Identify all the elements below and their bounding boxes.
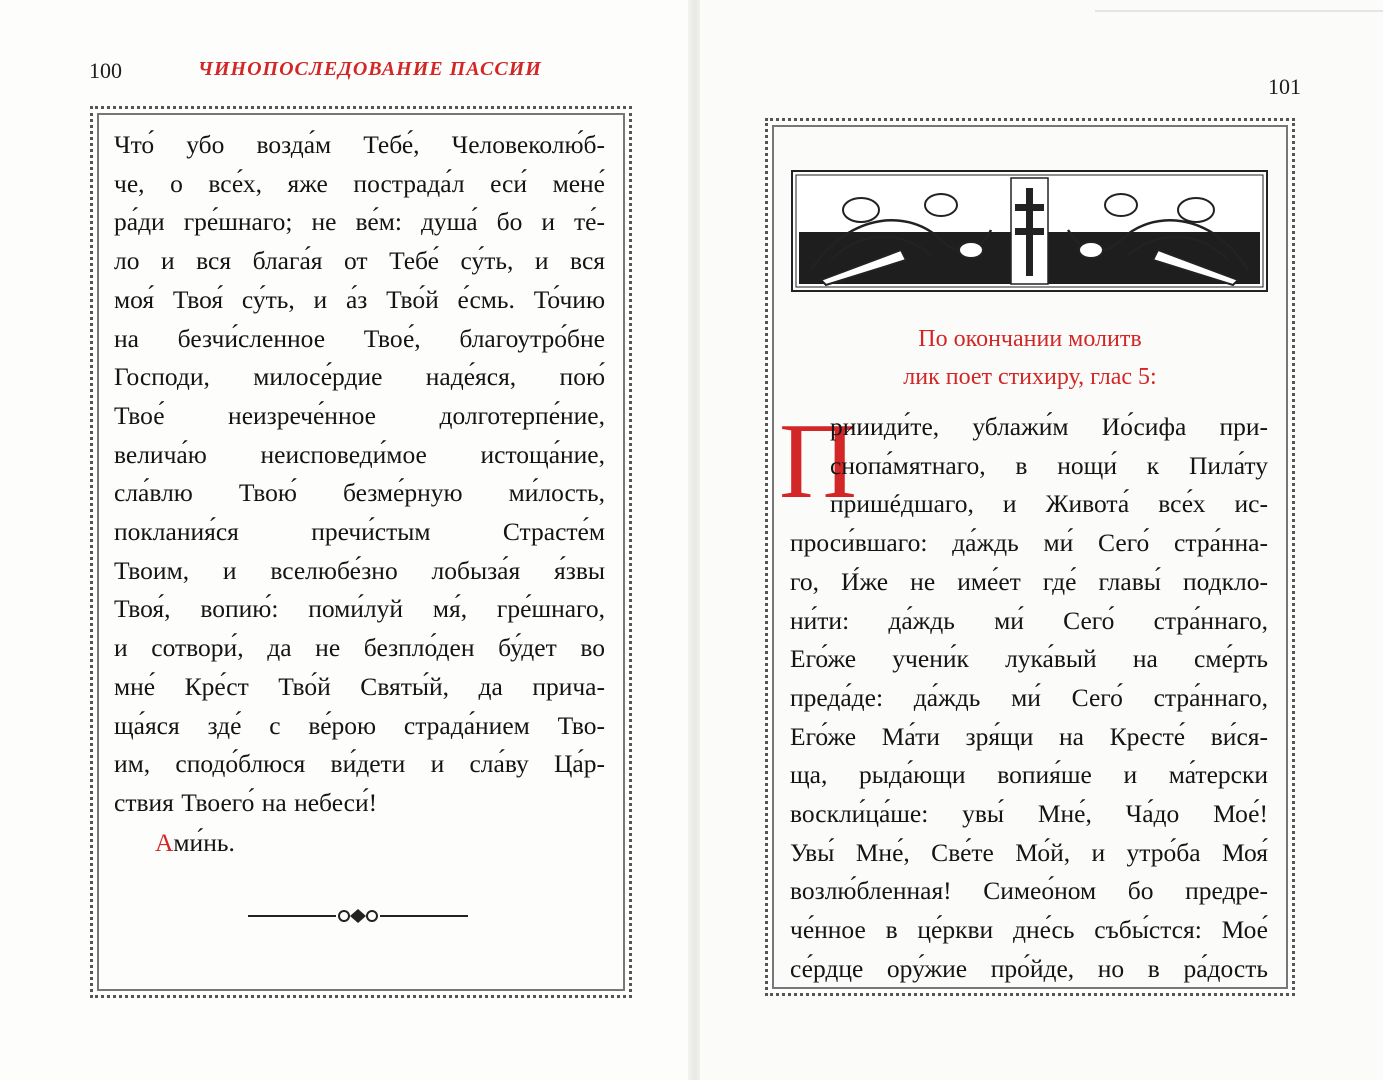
text-line: че, о все́х, яже пострада́л еси́ мене́ [114, 168, 605, 198]
rubric-line-1: По окончании молитв [918, 326, 1142, 352]
text-line: Твое́ неизрече́нное долготерпе́ние, [114, 400, 605, 430]
running-head: ЧИНОПОСЛЕДОВАНИЕ ПАССИИ [198, 58, 542, 80]
text-line: пришéдшаго, и Живота́ все́х ис- [830, 489, 1268, 519]
text-line: мне́ Кре́ст Тво́й Святы́й, да прича- [114, 671, 605, 701]
page-edge [1095, 10, 1383, 12]
text-line: сла́влю Твою́ безме́рную ми́лость, [114, 478, 605, 508]
right-body-text [790, 408, 1268, 989]
text-line: се́рдце ору́жие про́йде, но в ра́дость [790, 953, 1268, 983]
text-line: ща́яся зде́ с ве́рою страда́нием Тво- [114, 710, 605, 740]
text-line: снопа́мятнаго, в нощи́ к Пила́ту [830, 450, 1268, 480]
left-page-number: 100 [89, 58, 122, 83]
text-line: Его́же учени́к лука́вый на сме́рть [790, 644, 1268, 674]
end-ornament-icon [248, 904, 468, 928]
text-line: Его́же Ма́ти зря́щи на Кресте́ ви́ся- [790, 721, 1268, 751]
text-line: Что́ убо возда́м Тебе́, Человеколю́б- [114, 130, 605, 159]
drop-cap: П [779, 402, 857, 521]
headpiece-ornament-icon [791, 170, 1268, 292]
text-line: ща, рыда́ющи вопия́ше и ма́терски [790, 760, 1268, 790]
text-line: Твоим, и вселюбе́зно лобыза́я я́звы [114, 555, 605, 585]
text-line: возлю́бленная! Симео́ном бо предре- [790, 876, 1268, 906]
text-line: поклания́ся пречи́стым Страсте́м [114, 517, 605, 547]
text-line: ни́ти: да́ждь ми́ Сего́ стра́ннаго, [790, 605, 1268, 635]
amen-initial: А [155, 828, 174, 857]
text-line: Твоя́, вопию́: поми́луй мя́, гре́шнаго, [114, 594, 605, 624]
rubric-line-2: лик поет стихиру, глас 5: [903, 364, 1157, 390]
text-line: проси́вшаго: да́ждь ми́ Сего́ стра́нна- [790, 528, 1268, 558]
text-line: ло и вся блага́я от Тебе́ су́ть, и вся [114, 246, 605, 276]
text-line: и сотвори́, да не безпло́ден бу́дет во [114, 633, 605, 663]
text-line: ра́ди гре́шнаго; не ве́м: душа́ бо и те́- [114, 207, 605, 237]
text-line: велича́ю неисповеди́мое истоща́ние, [114, 439, 605, 469]
text-line: им, сподо́блюся ви́дети и сла́ву Ца́р- [114, 749, 605, 779]
text-line: ствия Твоего́ на небеси́! [114, 787, 378, 817]
right-page-number: 101 [1268, 74, 1301, 99]
left-body-text [114, 126, 605, 823]
amen-text: ми́нь. [173, 828, 235, 857]
text-line: преда́де: да́ждь ми́ Сего́ стра́ннаго, [790, 682, 1268, 712]
text-line: риииди́те, ублажи́м Ио́сифа при- [830, 412, 1268, 441]
amen-line [155, 828, 235, 858]
text-line: воскли́ца́ше: увы́ Мне́, Ча́до Мое́! [790, 799, 1268, 829]
text-line: Господи, милосе́рдие наде́яся, пою́ [114, 362, 605, 392]
text-line: че́нное в це́ркви дне́сь събы́стся: Мое́ [790, 915, 1268, 945]
text-line: моя́ Твоя́ су́ть, и а́з Тво́й е́смь. То́чию [114, 284, 605, 314]
text-line: на безчи́сленное Твое́, благоутро́бне [114, 323, 605, 353]
text-line: Увы́ Мне́, Све́те Мо́й, и утро́ба Моя́ [790, 837, 1268, 867]
text-line: го, И́же не име́ет где́ главы́ подкло- [790, 566, 1268, 596]
